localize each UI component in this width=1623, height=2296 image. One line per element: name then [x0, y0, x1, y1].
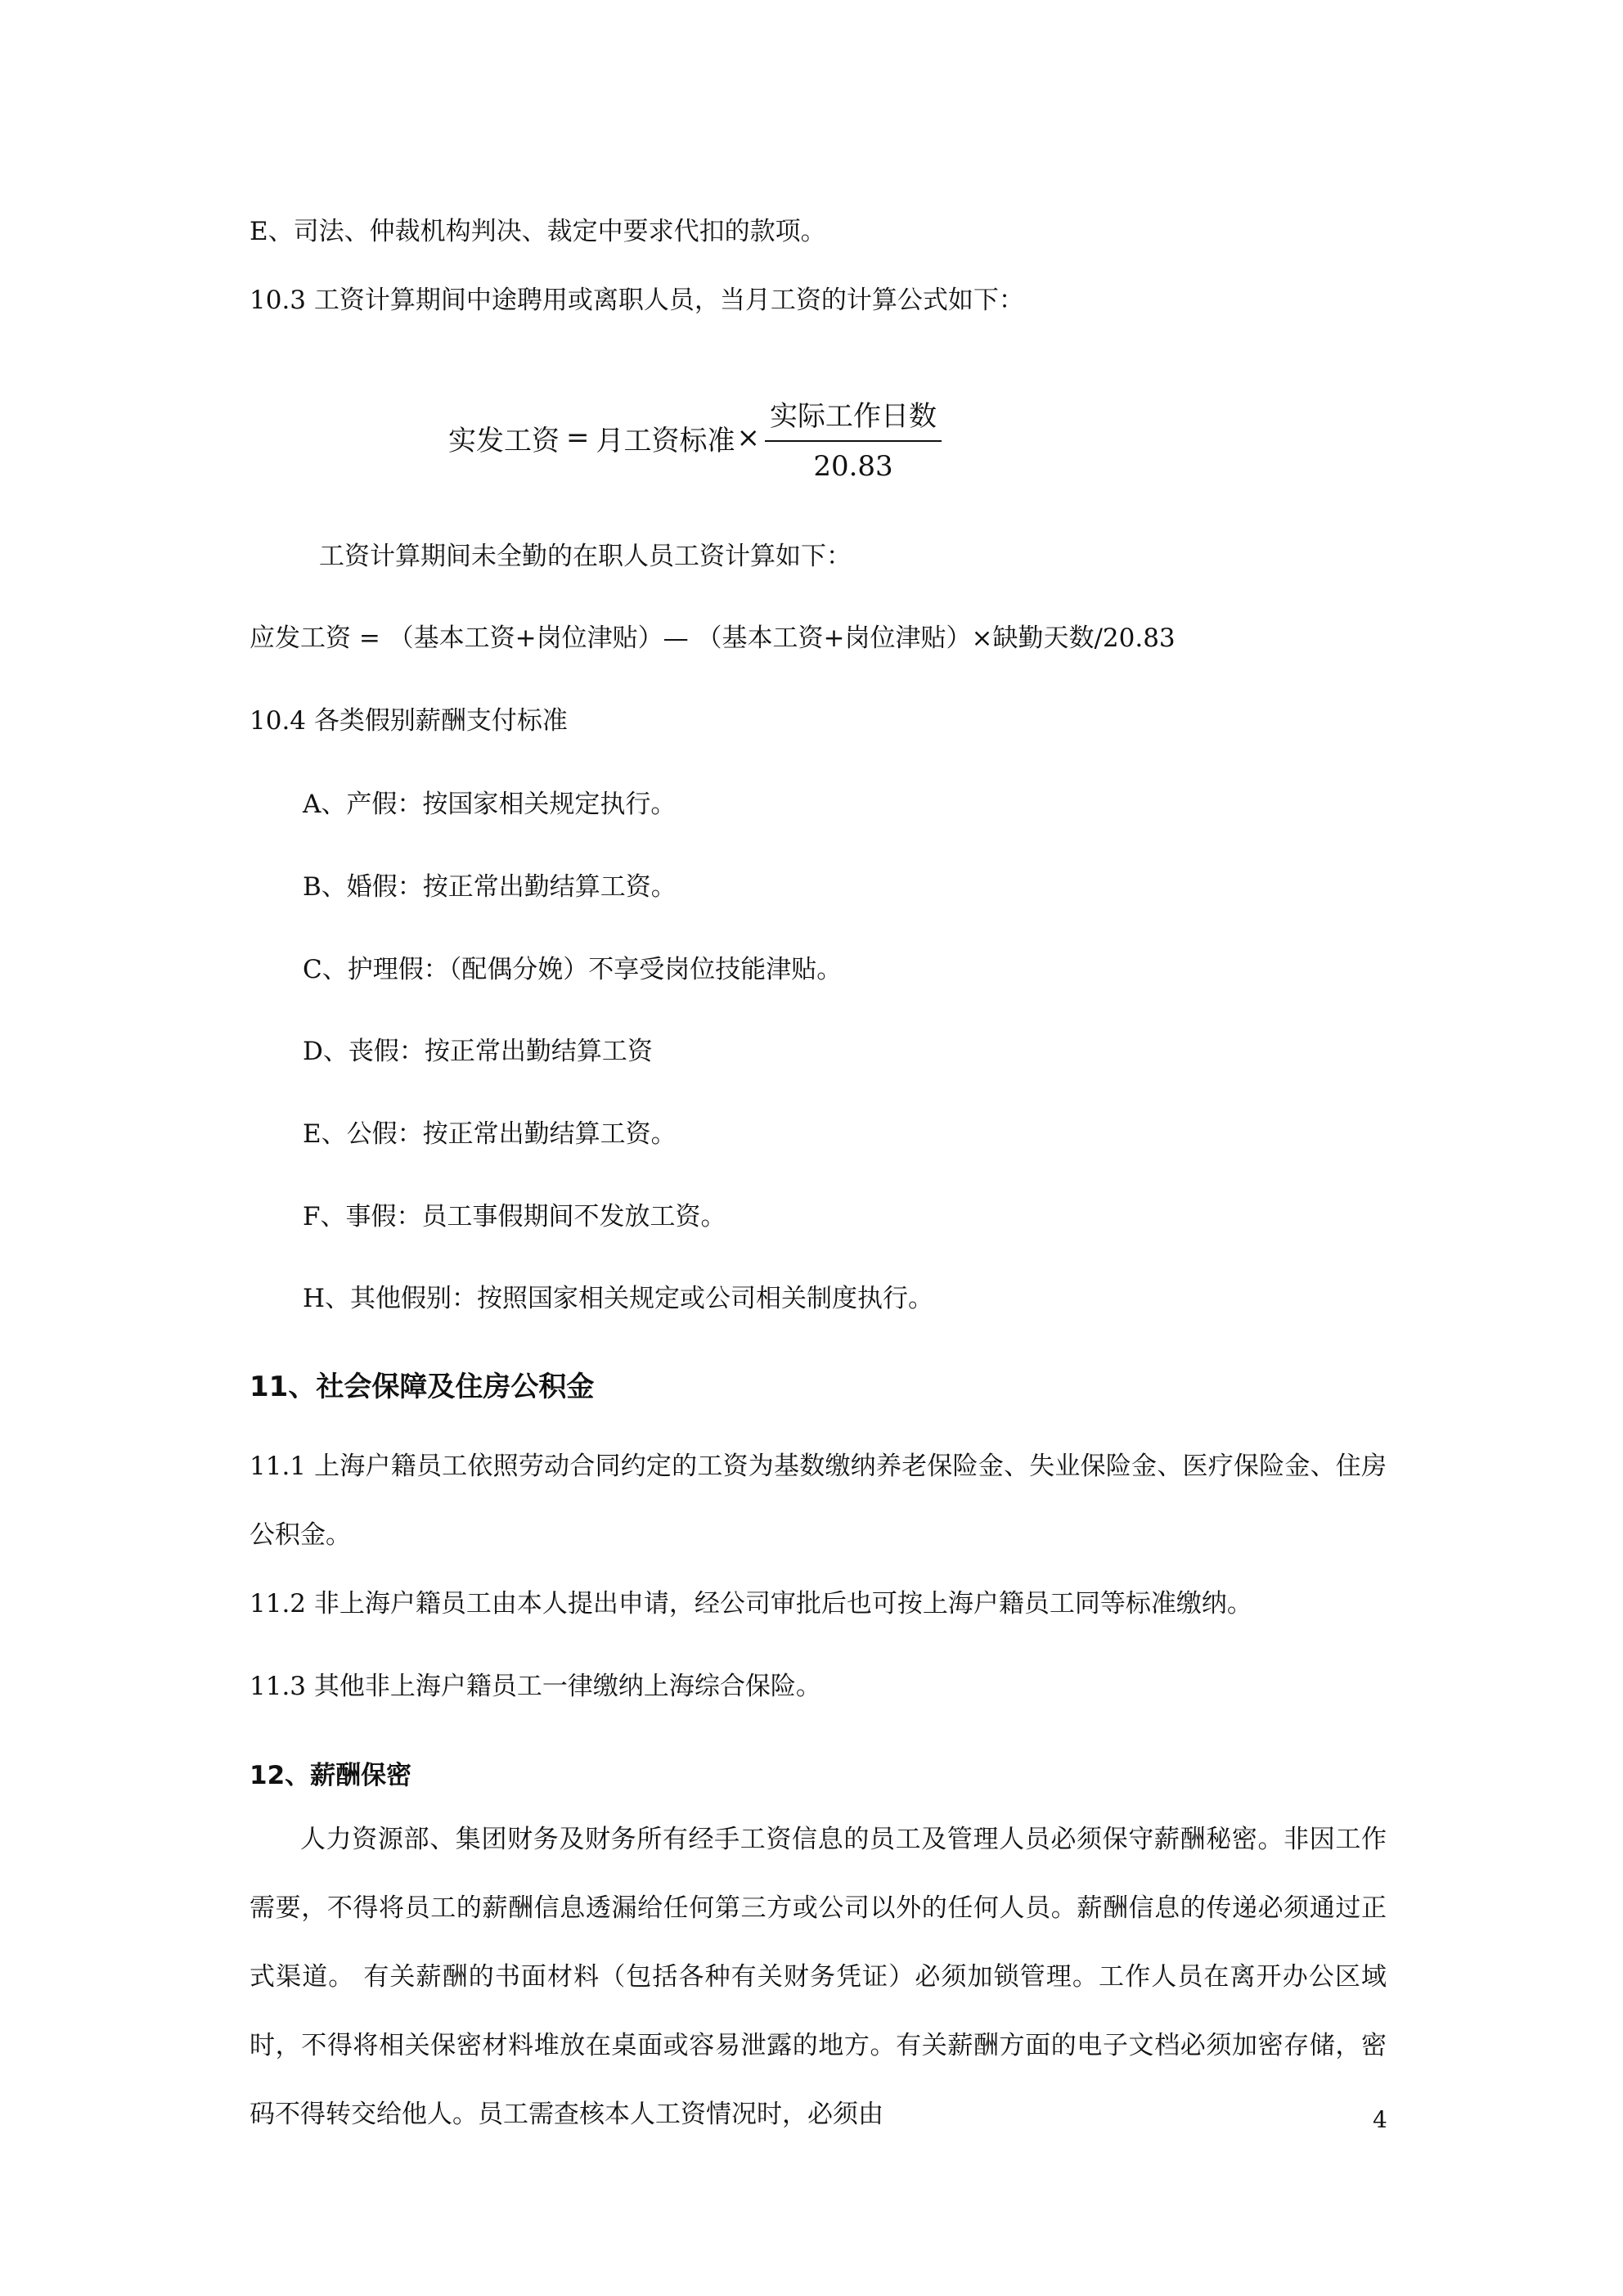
text-line-10-4: 10.4 各类假别薪酬支付标准 — [250, 706, 568, 736]
section-12-body: 人力资源部、集团财务及财务所有经手工资信息的员工及管理人员必须保守薪酬秘密。非因工作需要，不得将员工的薪酬信息透漏给任何第三方或公司以外的任何人员。薪酬信息的传递必须通过正式渠道。 有关薪酬的书面材料（包括各种有关财务凭证）必须加锁管理。工作人员在离开办公区域时，不得将相关保密材料堆放在桌面或容易泄露的地方。有关薪酬方面的电子文档必须加密存储，密码不得转交给他人。员工需查核本人工资情况时，必须由 — [250, 1825, 1387, 2129]
text-line-e-judicial: E、司法、仲裁机构判决、裁定中要求代扣的款项。 — [250, 217, 826, 246]
leave-item: F、事假：员工事假期间不发放工资。 — [303, 1202, 726, 1231]
text-line-incomplete-attendance: 工资计算期间未全勤的在职人员工资计算如下： — [319, 542, 852, 571]
section-11-para-2: 11.2 非上海户籍员工由本人提出申请，经公司审批后也可按上海户籍员工同等标准缴纳。 — [250, 1589, 1252, 1618]
page-number: 4 — [1373, 2106, 1387, 2133]
formula-denominator: 20.83 — [813, 449, 893, 483]
formula-fraction — [765, 394, 942, 483]
leave-item: E、公假：按正常出勤结算工资。 — [303, 1119, 677, 1149]
text-line-10-3: 10.3 工资计算期间中途聘用或离职人员，当月工资的计算公式如下： — [250, 286, 1024, 315]
leave-item: C、护理假：（配偶分娩）不享受岗位技能津贴。 — [303, 955, 843, 984]
formula-lhs: 实发工资 — [448, 424, 560, 457]
formula-equals: = — [566, 421, 590, 454]
formula-term: 月工资标准 — [596, 424, 735, 457]
leave-item: A、产假：按国家相关规定执行。 — [303, 790, 677, 819]
section-11-heading: 11、社会保障及住房公积金 — [250, 1371, 595, 1403]
text-line-payable-formula: 应发工资 = （基本工资+岗位津贴）— （基本工资+岗位津贴）×缺勤天数/20.83 — [250, 624, 1176, 653]
salary-formula — [448, 385, 942, 491]
leave-item: D、丧假：按正常出勤结算工资 — [303, 1037, 653, 1066]
formula-numerator: 实际工作日数 — [765, 394, 942, 442]
formula-times: × — [736, 421, 760, 454]
section-11-para-3: 11.3 其他非上海户籍员工一律缴纳上海综合保险。 — [250, 1672, 821, 1701]
section-12-heading: 12、薪酬保密 — [250, 1761, 412, 1790]
leave-item: H、其他假别：按照国家相关规定或公司相关制度执行。 — [303, 1284, 934, 1313]
leave-item: B、婚假：按正常出勤结算工资。 — [303, 872, 677, 902]
section-11-para-1: 11.1 上海户籍员工依照劳动合同约定的工资为基数缴纳养老保险金、失业保险金、医疗保险金、住房公积金。 — [250, 1452, 1387, 1550]
